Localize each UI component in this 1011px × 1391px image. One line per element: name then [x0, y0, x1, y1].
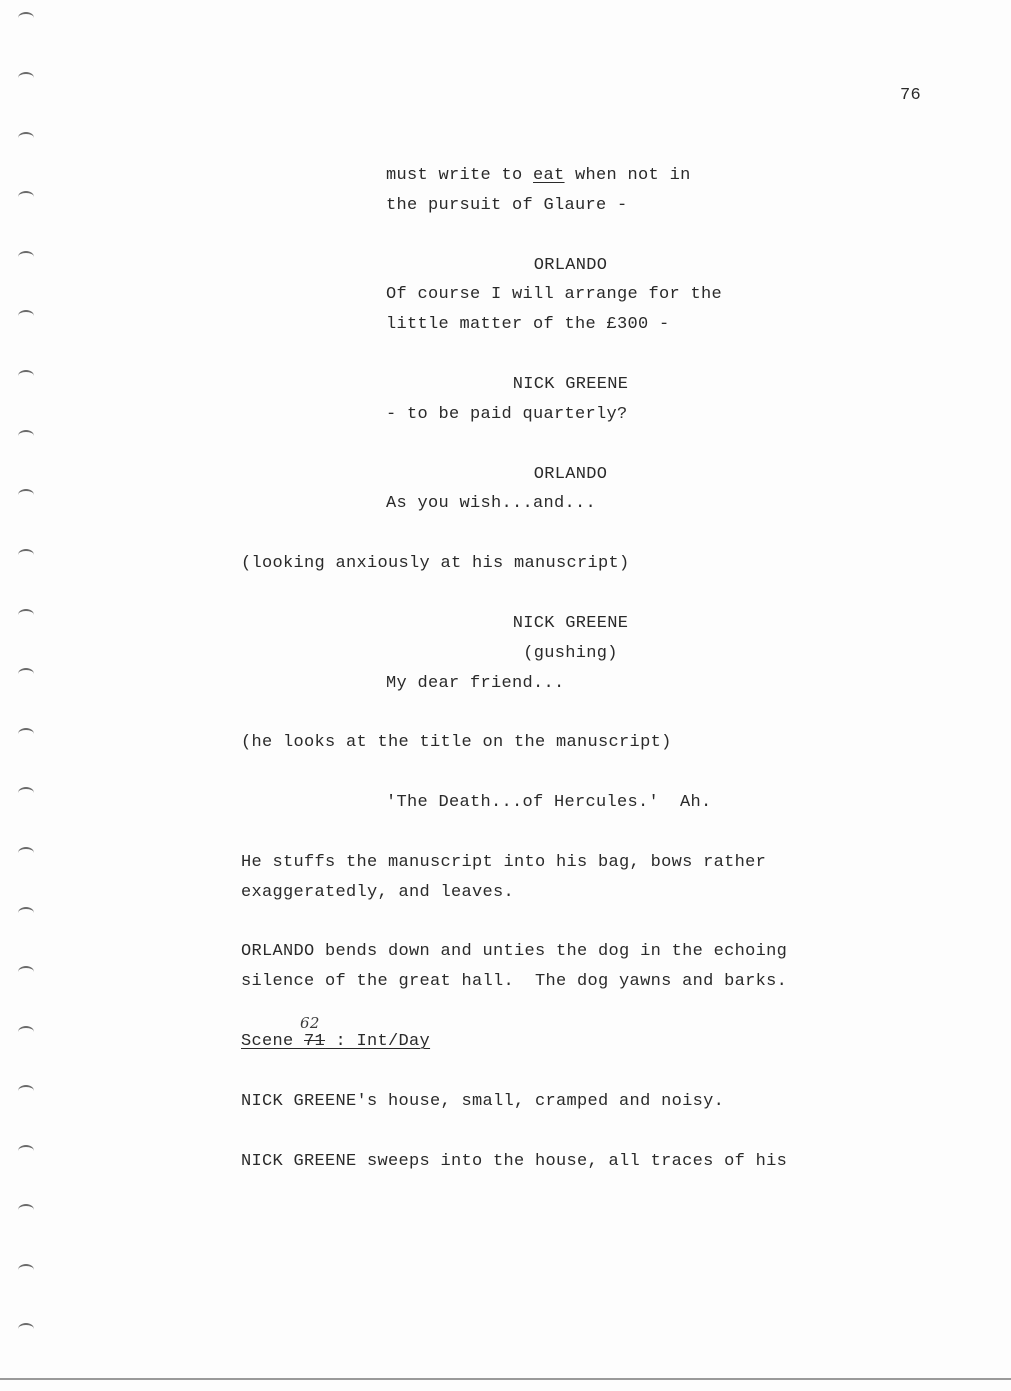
binder-hole [18, 966, 34, 978]
dialogue-line [386, 166, 691, 186]
binder-hole [18, 1145, 34, 1157]
scene-heading-text: : Int/Day [325, 1032, 431, 1051]
scene-heading-text: Scene [241, 1032, 305, 1051]
scene-heading [241, 1032, 430, 1052]
binder-hole [18, 907, 34, 919]
action-line: NICK GREENE sweeps into the house, all traces of his [241, 1152, 788, 1171]
dialogue-line: My dear friend... [386, 674, 565, 693]
dialogue-line: Of course I will arrange for the [386, 285, 723, 304]
binder-hole [18, 72, 34, 84]
stage-direction: (he looks at the title on the manuscript) [241, 733, 672, 752]
action-line: He stuffs the manuscript into his bag, bows rather [241, 853, 767, 872]
dialogue-text: when not in [564, 166, 691, 185]
binder-hole [18, 310, 34, 322]
action-line: NICK GREENE's house, small, cramped and noisy. [241, 1092, 725, 1111]
binder-hole [18, 12, 34, 24]
handwritten-scene-number: 62 [300, 1014, 320, 1032]
binder-hole [18, 549, 34, 561]
binder-hole [18, 847, 34, 859]
underlined-word: eat [533, 166, 565, 185]
struck-scene-number: 71 [304, 1032, 326, 1051]
dialogue-line: As you wish...and... [386, 494, 597, 513]
binder-hole [18, 1204, 34, 1216]
page-number: 76 [900, 86, 922, 105]
binder-hole [18, 1323, 34, 1335]
dialogue-line: 'The Death...of Hercules.' Ah. [386, 793, 712, 812]
binder-hole [18, 489, 34, 501]
character-name: ORLANDO [533, 465, 608, 484]
character-name: NICK GREENE [512, 375, 629, 394]
action-line: exaggeratedly, and leaves. [241, 883, 515, 902]
binder-hole [18, 132, 34, 144]
dialogue-line: the pursuit of Glaure - [386, 196, 628, 215]
binder-hole [18, 1264, 34, 1276]
dialogue-text: must write to [386, 166, 534, 185]
binder-hole [18, 787, 34, 799]
stage-direction: (looking anxiously at his manuscript) [241, 554, 630, 573]
character-name: NICK GREENE [512, 614, 629, 633]
binder-hole [18, 191, 34, 203]
binder-hole [18, 1026, 34, 1038]
character-name: ORLANDO [533, 256, 608, 275]
binder-hole-strip [16, 0, 40, 1391]
binder-hole [18, 1085, 34, 1097]
dialogue-line: little matter of the £300 - [386, 315, 670, 334]
binder-hole [18, 728, 34, 740]
parenthetical: (gushing) [523, 644, 618, 663]
dialogue-line: - to be paid quarterly? [386, 405, 628, 424]
page-bottom-edge [0, 1378, 1011, 1380]
binder-hole [18, 668, 34, 680]
action-line: silence of the great hall. The dog yawns and barks. [241, 972, 788, 991]
binder-hole [18, 430, 34, 442]
action-line: ORLANDO bends down and unties the dog in the echoing [241, 942, 788, 961]
